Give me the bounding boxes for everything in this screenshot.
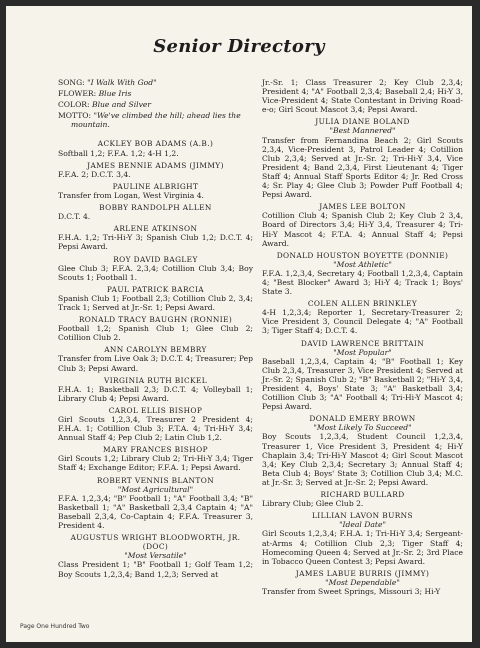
senior-entry (262, 299, 463, 335)
senior-activities: Girl Scouts 1,2,3,4, Treasurer 2 President 4; F.H.A. 1; Cotillion Club 3; F.T.A. 4; Tri-Hi-Y 3,4; Annual Staff 4; Pep Club 2; Latin Club 1,2. (58, 415, 253, 443)
senior-entry (58, 224, 253, 251)
class-info-label: SONG: (58, 78, 85, 87)
senior-name: ROBERT VENNIS BLANTON (96, 475, 215, 485)
senior-superlative: "Most Agricultural" (117, 484, 194, 494)
class-info-row (58, 100, 253, 109)
senior-entry (58, 161, 253, 179)
class-info-value: Blue Iris (98, 89, 132, 99)
senior-activities: Class President 1; "B" Football 1; Golf Team 1,2; Boy Scouts 1,2,3,4; Band 1,2,3; Served at (58, 560, 253, 579)
class-info-label: FLOWER: (58, 89, 97, 99)
senior-activities: Transfer from Sweet Springs, Missouri 3; Hi-Y (262, 586, 441, 596)
senior-activities: F.H.A. 1; Basketball 2,3; D.C.T. 4; Volleyball 1; Library Club 4; Pepsi Award. (58, 384, 253, 403)
senior-name: ROY DAVID BAGLEY (113, 254, 198, 264)
senior-entry (58, 345, 253, 372)
senior-name: RONALD TRACY BAUGHN (RONNIE) (78, 315, 233, 325)
senior-name: ANN CAROLYN BEMBRY (104, 345, 207, 355)
senior-activities: Transfer from Live Oak 3; D.C.T. 4; Treasurer; Pep Club 3; Pepsi Award. (58, 354, 253, 373)
yearbook-page (6, 6, 472, 642)
senior-activities: Softball 1,2; F.F.A. 1,2; 4-H 1,2. (58, 148, 179, 158)
senior-name: RICHARD BULLARD (320, 490, 405, 500)
page-footer: Page One Hundred Two (20, 623, 90, 630)
senior-superlative: "Ideal Date" (339, 520, 386, 530)
senior-entry (58, 406, 253, 442)
senior-activities: Boy Scouts 1,2,3,4, Student Council 1,2,3,4, Treasurer 1, Vice President 3, President 4; Hi-Y Chaplain 3,4; Tri-Hi-Y Mascot 4; Girl Scout Mascot 3,4; Key Club 2,3,4; Secretary 3; Annual Staff 4; Beta Club 4; Boys' State 3; Cotillion Club 3,4; M.C. at Jr.-Sr. 3; Served at Jr.-Sr. 2; Pepsi Award. (262, 432, 463, 487)
right-entries (262, 78, 463, 596)
senior-activities: Spanish Club 1; Football 2,3; Cotillion Club 2, 3,4; Track 1; Served at Jr.-Sr. 1; Pepsi Award. (58, 293, 253, 312)
senior-activities: Football 1,2; Spanish Club 1; Glee Club 2; Cotillion Club 2. (58, 324, 253, 343)
senior-activities: F.H.A. 1,2; Tri-Hi-Y 3; Spanish Club 1,2; D.C.T. 4; Pepsi Award. (58, 233, 253, 252)
senior-activities: Library Club; Glee Club 2. (262, 499, 364, 509)
senior-entry (58, 445, 253, 472)
right-column (262, 78, 463, 599)
class-info-row (58, 89, 253, 98)
senior-superlative: "Best Mannered" (329, 126, 396, 136)
senior-name: AUGUSTUS WRIGHT BLOODWORTH, JR. (DOC) (70, 533, 241, 552)
senior-name: JULIA DIANE BOLAND (315, 117, 410, 127)
left-column (58, 78, 253, 582)
senior-name: ACKLEY BOB ADAMS (A.B.) (97, 139, 214, 149)
senior-entry (262, 414, 463, 487)
class-info-row (58, 111, 253, 129)
senior-entry (262, 490, 463, 508)
senior-entry (262, 339, 463, 412)
senior-entry (58, 285, 253, 312)
senior-activities: Jr.-Sr. 1; Class Treasurer 2; Key Club 2,3,4; President 4; "A" Football 2,3,4; Baseball 2,4; Hi-Y 3, Vice-President 4; State Contestant in Driving Road-e-o; Girl Scout Mascot 3,4; Pepsi Award. (262, 78, 463, 115)
senior-name: JAMES LABUE BURRIS (JIMMY) (295, 568, 430, 578)
senior-name: JAMES LEE BOLTON (319, 202, 406, 212)
senior-entry (58, 139, 253, 157)
senior-name: DONALD HOUSTON BOYETTE (DONNIE) (276, 250, 449, 260)
senior-activities: Girl Scouts 1,2,3,4; F.H.A. 1; Tri-Hi-Y 3,4; Sergeant-at-Arms 4; Cotillion Club 2,3; Tiger Staff 4; Homecoming Queen 4; Served at Jr.-Sr. 2; 3rd Place in Tobacco Queen Contest 3; Pepsi Award. (262, 529, 463, 566)
class-info-value: "I Walk With God" (87, 78, 157, 87)
senior-superlative: "Most Dependable" (325, 577, 400, 587)
class-info-value: "We've climbed the hill; ahead lies the mountain. (71, 111, 241, 130)
senior-entry (58, 476, 253, 531)
class-info-label: MOTTO: (58, 111, 92, 121)
senior-name: VIRGINIA RUTH BICKEL (103, 375, 208, 385)
senior-name: PAUL PATRICK BARCIA (106, 284, 205, 294)
senior-activities: Girl Scouts 1,2; Library Club 2; Tri-Hi-Y 3,4; Tiger Staff 4; Exchange Editor; F.F.A. 1; Pepsi Award. (58, 454, 253, 473)
senior-activities: Baseball 1,2,3,4, Captain 4; "B" Football 1; Key Club 2,3,4, Treasurer 3, Vice President 4; Served at Jr.-Sr. 2; Spanish Club 2; "B" Basketball 2; "Hi-Y 3,4, President 4, Boys' State 3; "A" Basketball 3,4; Cotillion Club 3; "A" Football 4; Tri-Hi-Y Mascot 4; Pepsi Award. (262, 356, 463, 412)
senior-activities: Glee Club 3; F.F.A. 2,3,4; Cotillion Club 3,4; Boy Scouts 1; Football 1. (58, 263, 253, 282)
senior-activities: 4-H 1,2,3,4; Reporter 1, Secretary-Treasurer 2; Vice President 3, Council Delegate 4; "A" Football 3; Tiger Staff 4; D.C.T. 4. (262, 308, 463, 336)
senior-entry (58, 315, 253, 342)
senior-entry (58, 376, 253, 403)
senior-name: DAVID LAWRENCE BRITTAIN (300, 338, 425, 348)
senior-superlative: "Most Versatile" (124, 551, 187, 561)
senior-entry (262, 251, 463, 296)
senior-activities: F.F.A. 2; D.C.T. 3,4. (58, 169, 131, 179)
senior-entry (58, 182, 253, 200)
senior-entry (58, 203, 253, 221)
senior-name: BOBBY RANDOLPH ALLEN (99, 203, 212, 213)
senior-activities: Transfer from Fernandina Beach 2; Girl Scouts 2,3,4, Vice-President 3, Patrol Leader 4; Cotillion Club 2,3,4; Served at Jr.-Sr. 2; Tri-Hi-Y 3,4, Vice President 4; Band 2,3,4, First Lieutenant 4; Tiger Staff 4; Annual Staff Sports Editor 4; Jr. Red Cross 4; Sr. Play 4; Glee Club 3; Powder Puff Football 4; Pepsi Award. (262, 135, 463, 200)
senior-superlative: "Most Likely To Succeed" (313, 423, 412, 433)
senior-name: DONALD EMERY BROWN (309, 414, 416, 424)
senior-entry (262, 569, 463, 596)
senior-activities: F.F.A. 1,2,3,4; "B" Football 1; "A" Football 3,4; "B" Basketball 1; "A" Basketball 2,3,4 Captain 4; "A" Baseball 2,3,4, Co-Captain 4; F.F.A. Treasurer 3, President 4. (58, 493, 253, 531)
senior-entry (58, 255, 253, 282)
senior-entry (262, 202, 463, 247)
senior-name: ARLENE ATKINSON (113, 224, 198, 234)
senior-entry (58, 533, 253, 578)
senior-entry (262, 117, 463, 199)
class-info-row (58, 78, 253, 87)
senior-entry (262, 511, 463, 566)
senior-name: MARY FRANCES BISHOP (103, 445, 208, 455)
senior-superlative: "Most Athletic" (333, 259, 392, 269)
senior-name: COLEN ALLEN BRINKLEY (307, 299, 418, 309)
page-title: Senior Directory (153, 36, 325, 57)
class-info-value: Blue and Silver (92, 100, 151, 110)
senior-activities: F.F.A. 1,2,3,4, Secretary 4; Football 1,2,3,4, Captain 4; "Best Blocker" Award 3; Hi-Y 4; Track 1; Boys' State 3. (262, 268, 463, 297)
class-info-label: COLOR: (58, 100, 90, 110)
senior-name: PAULINE ALBRIGHT (112, 181, 199, 191)
senior-name: LILLIAN LAVON BURNS (311, 511, 414, 521)
senior-activities: Cotillion Club 4; Spanish Club 2; Key Club 2 3,4, Board of Directors 3,4; Hi-Y 3,4, Treasurer 4; Tri-Hi-Y Mascot 4; F.T.A. 4; Annual Staff 4; Pepsi Award. (262, 211, 463, 248)
senior-superlative: "Most Popular" (333, 347, 392, 357)
senior-activities: D.C.T. 4. (58, 212, 91, 222)
senior-entry (262, 78, 463, 114)
left-entries (58, 139, 253, 578)
senior-name: CAROL ELLIS BISHOP (108, 405, 203, 415)
senior-activities: Transfer from Logan, West Virginia 4. (58, 190, 204, 200)
senior-name: JAMES BENNIE ADAMS (JIMMY) (87, 160, 224, 170)
class-info (58, 78, 253, 129)
